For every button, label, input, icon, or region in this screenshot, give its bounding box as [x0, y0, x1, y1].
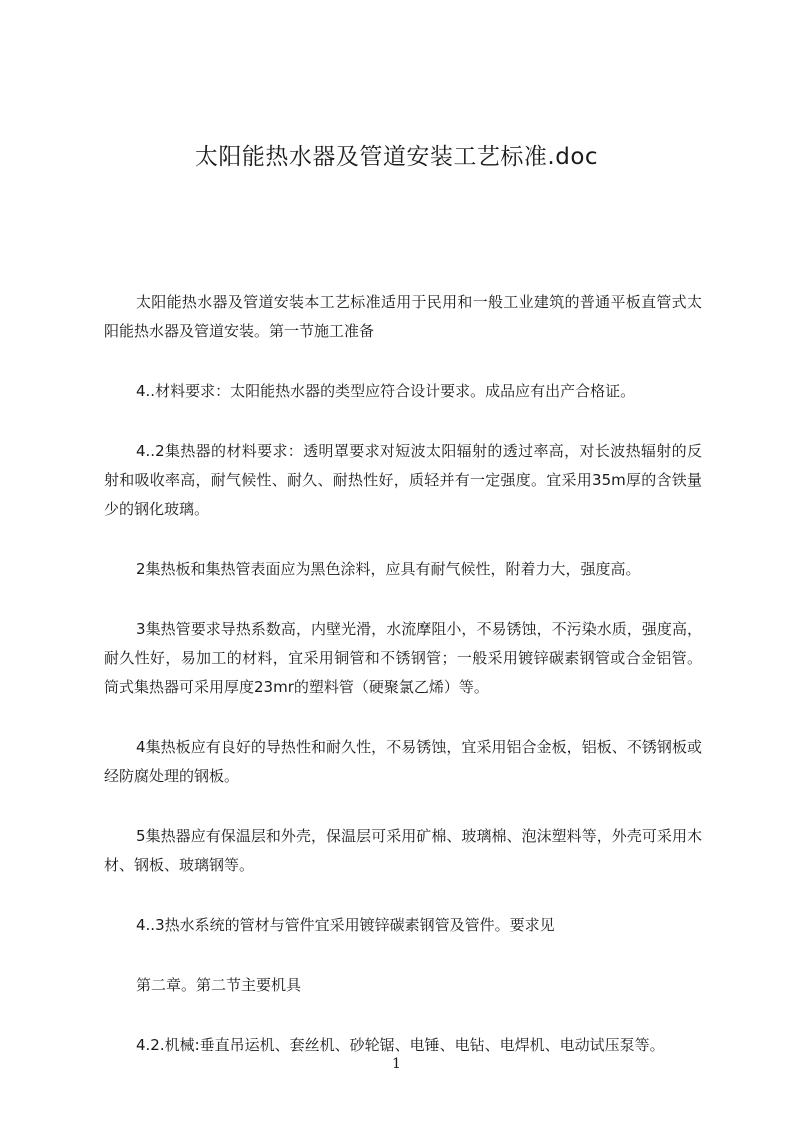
- paragraph: 5集热器应有保温层和外壳，保温层可采用矿棉、玻璃棉、泡沫塑料等，外壳可采用木材、钢板、玻璃钢等。: [104, 827, 702, 874]
- paragraph: 4.2.机械:垂直吊运机、套丝机、砂轮锯、电锤、电钻、电焊机、电动试压泵等。: [136, 1036, 665, 1054]
- document-body: [104, 288, 702, 1091]
- paragraph: 4..材料要求：太阳能热水器的类型应符合设计要求。成品应有出产合格证。: [136, 382, 636, 400]
- paragraph: 3集热管要求导热系数高，内壁光滑，水流摩阻小，不易锈蚀，不污染水质，强度高，耐久性好，易加工的材料，宜采用铜管和不锈钢管；一般采用镀锌碳素钢管或合金铝管。筒式集热器可采用厚度23mr的塑料管（硬聚氯乙烯）等。: [104, 620, 702, 696]
- paragraph: 4集热板应有良好的导热性和耐久性，不易锈蚀，宜采用铝合金板，铝板、不锈钢板或经防腐处理的钢板。: [104, 738, 702, 785]
- paragraph: 太阳能热水器及管道安装本工艺标准适用于民用和一般工业建筑的普通平板直管式太阳能热水器及管道安装。第一节施工准备: [104, 293, 702, 340]
- paragraph: 第二章。第二节主要机具: [136, 976, 302, 994]
- paragraph: 4..2集热器的材料要求：透明罩要求对短波太阳辐射的透过率高，对长波热辐射的反射和吸收率高，耐气候性、耐久、耐热性好，质轻并有一定强度。宜采用35m厚的含铁量少的钢化玻璃。: [104, 442, 702, 518]
- page-number: 1: [392, 1056, 401, 1072]
- paragraph: 4..3热水系统的管材与管件宜采用镀锌碳素钢管及管件。要求见: [136, 916, 555, 934]
- paragraph: 2集热板和集热管表面应为黑色涂料，应具有耐气候性，附着力大，强度高。: [136, 560, 641, 578]
- document-title: 太阳能热水器及管道安装工艺标准.doc: [194, 144, 599, 170]
